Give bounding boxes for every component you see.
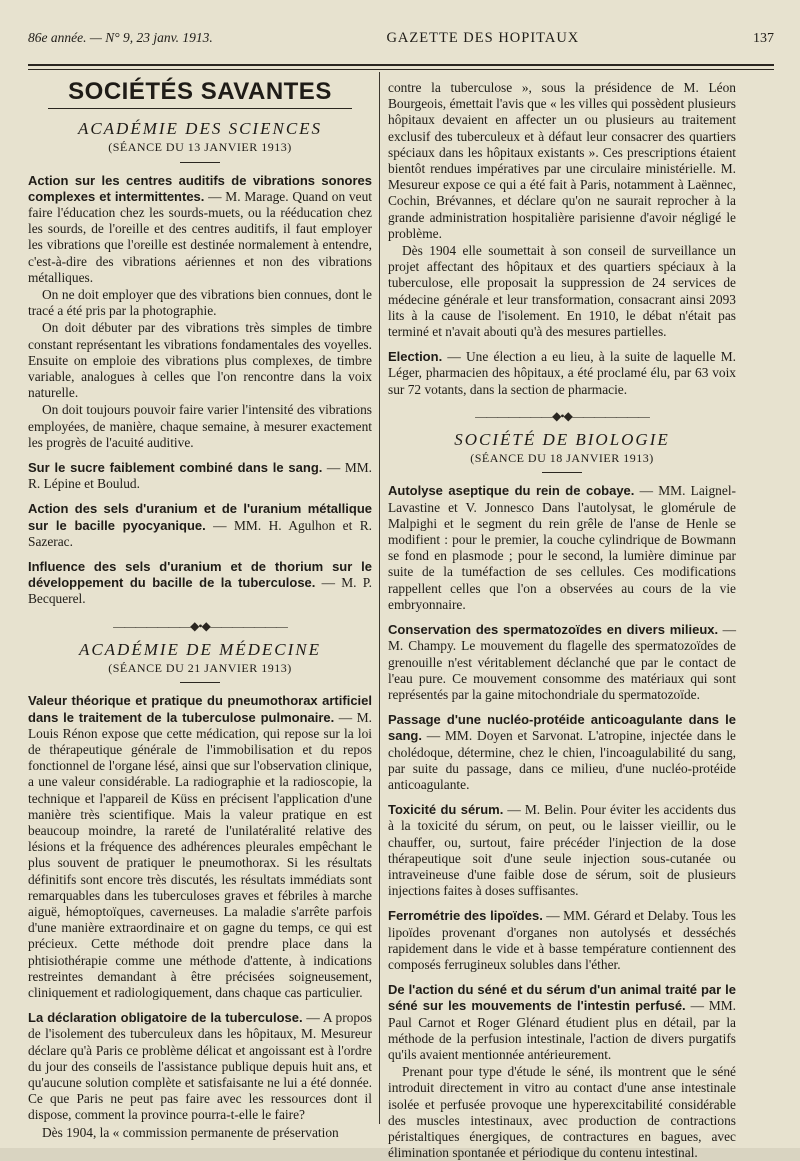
continued-paragraph: contre la tuberculose », sous la présidence de M. Léon Bourgeois, émettait l'avis que « les villes qui possèdent plusieurs hôpitaux devaient en affecter un ou plusieurs au traitement exclusif des tuberculeux et à défaut leur consacrer des quartiers spéciaux dans les hôpitaux existants ». Ces prescriptions étaient bientôt rendues impératives par une circulaire ministérielle. M. Mesureur expose ce qui a été fait à Paris, notamment à Laënnec, Cochin, Brévannes, et déclare qu'on ne saurait reprocher à la grande administration hospitalière parisienne d'avoir négligé le problème.	[388, 80, 736, 241]
article-text: — M. Belin. Pour éviter les accidents dus à la toxicité du sérum, on peut, ou le laisser vieillir, ou le chauffer, ou, surtout, faire précéder l'injection de la dose thérapeutique soit d'une seule injection sous-cutanée ou intraveineuse d'une faible dose de sérum, soit de plusieurs injections faites à doses suffisantes.	[388, 802, 736, 899]
article-heading: Influence des sels d'uranium et de thorium sur le développement du bacille de la tuberculose.	[28, 559, 372, 591]
article-text: — MM. Laignel-Lavastine et V. Jonnesco Dans l'autolysat, le glomérule de Malpighi et le segment du rein grêle de l'anse de Henle se modifient : pour le premier, la couche cylindrique de Bowmann se fond en plasmode ; pour le second, la lumière diminue par suite de la tuméfaction de ses cellules. Ces modifications rappellent celles que l'on a observées au cours de la vie embryonnaire.	[388, 483, 737, 612]
article-entry	[388, 802, 736, 899]
left-column	[28, 78, 373, 1140]
article-entry	[28, 559, 372, 608]
article-paragraph: On doit toujours pouvoir faire varier l'intensité des vibrations employées, de manière, chaque semaine, à mesurer exactement les progrès de l'acuité auditive.	[28, 402, 372, 450]
journal-title: GAZETTE DES HOPITAUX	[386, 30, 580, 46]
right-column	[388, 80, 737, 1161]
biologie-session: (SÉANCE DU 18 JANVIER 1913)	[470, 451, 654, 466]
article-heading: De l'action du séné et du sérum d'un animal traité par le séné sur les mouvements de l'intestin perfusé.	[388, 982, 736, 1014]
article-heading: Action des sels d'uranium et de l'uranium métallique sur le bacille pyocyanique.	[28, 501, 372, 533]
biologie-title: SOCIÉTÉ DE BIOLOGIE	[454, 430, 670, 450]
article-heading: Autolyse aseptique du rein de cobaye.	[388, 483, 635, 499]
article-heading: Sur le sucre faiblement combiné dans le sang.	[28, 460, 323, 476]
article-paragraph: Dès 1904 elle soumettait à son conseil de surveillance un projet affectant des hôpitaux et des quartiers spéciaux à la tuberculose, elle proposait la suppression de 24 services de médecine générale et leur transformation, consacrant ainsi 2093 lits à la cause de l'isolement. En 1910, le débat n'était pas terminé et n'avait abouti qu'à des mesures partielles.	[388, 243, 736, 340]
article-heading: Valeur théorique et pratique du pneumothorax artificiel dans le traitement de la tuberculose pulmonaire.	[28, 693, 372, 725]
article-text: — MM. H. Agulhon et R. Sazerac.	[28, 517, 373, 549]
article-text: — MM. Paul Carnot et Roger Glénard étudient plus en détail, par la méthode de la perfusion intestinale, l'action de divers purgatifs qu'ils avaient mentionnée antérieurement.	[388, 998, 737, 1062]
election-entry	[388, 349, 736, 398]
medecine-session: (SÉANCE DU 21 JANVIER 1913)	[108, 661, 292, 676]
sciences-session: (SÉANCE DU 13 JANVIER 1913)	[108, 140, 292, 155]
article-text: — M. Marage. Quand on veut faire l'éducation chez les sourds-muets, ou la rééducation chez les sourds, de l'oreille et des centres auditifs, il faut employer les vibrations que l'oreille est destinée normalement à entendre, c'est-à-dire des vibrations aériennes et non des vibrations métalliques.	[28, 188, 372, 285]
article-paragraph: Prenant pour type d'étude le séné, ils montrent que le séné introduit directement in vitro au contact d'une anse intestinale isolée et perfusée provoque une hyperexcitabilité considérable des muscles intestinaux, avec production de contractions péristaltiques énergiques, de contractures en bagues, avec élimination spontanée et périodique du contenu intestinal.	[388, 1064, 736, 1161]
article-text: — MM. Gérard et Delaby. Tous les lipoïdes provenant d'organes non autolysés et desséchés rapidement dans le vide et à basse température contiennent des composés ferrugineux solubles dans l'éther.	[388, 908, 736, 972]
article-entry	[28, 1010, 372, 1123]
article-entry	[28, 501, 372, 550]
short-rule	[180, 682, 220, 683]
short-rule	[180, 162, 220, 163]
article-text: — M. Louis Rénon expose que cette médication, qui repose sur la loi de thérapeutique générale de l'immobilisation et du repos fonctionnel de l'organe lésé, ainsi que sur l'observation clinique, a une valeur considérable. La radiographie et la radioscopie, la technique et l'appareil de Küss en précisent l'application d'une manière très scientifique. Mais la valeur pratique en est beaucoup moindre, la rareté de l'unilatéralité relative des lésions et la fréquence des adhérences pleurales empêchant le plus souvent de pratiquer le pneumothorax. Si les résultats définitifs sont encore très discutés, les résultats immédiats sont remarquables dans les tuberculoses graves et fébriles à marche aiguë, hémoptoïques, caverneuses. La maladie s'arrête parfois d'une manière extraordinaire et on gagne du temps, ce qui est précieux. Cette méthode doit prendre place dans la phtisiothérapie comme une méthode d'attente, à indications restreintes demandant à être précisées soigneusement, cliniquement et radiologiquement, dans chaque cas particulier.	[28, 709, 373, 1000]
header-rules	[28, 64, 774, 73]
article-text: — MM. R. Lépine et Boulud.	[28, 460, 373, 492]
article-heading: Toxicité du sérum.	[388, 802, 504, 818]
article-heading: Passage d'une nucléo-protéide anticoagulante dans le sang.	[388, 712, 736, 744]
article-entry	[28, 693, 372, 1001]
short-rule	[542, 472, 582, 473]
article-entry	[388, 982, 736, 1063]
article-text: — M. Champy. Le mouvement du flagelle des spermatozoïdes de grenouille n'est véritablement déclanché que par le contact de l'eau pure. Ce mouvement consomme des matériaux qui sont représentés par la gaine mitochondriale du spermatozoïde.	[388, 622, 736, 702]
sciences-title: ACADÉMIE DES SCIENCES	[77, 119, 323, 139]
running-header	[28, 30, 774, 54]
article-entry	[28, 173, 372, 286]
page-number: 137	[752, 31, 774, 46]
article-entry	[388, 483, 736, 613]
article-heading: Election.	[388, 349, 443, 365]
article-text: — Une élection a eu lieu, à la suite de laquelle M. Léger, pharmacien des hôpitaux, a été proclamé élu, par 63 voix sur 72 votants, dans la section de pharmacie.	[388, 349, 736, 397]
article-paragraph: Dès 1904, la « commission permanente de préservation	[42, 1124, 339, 1140]
banner-rule	[48, 108, 352, 109]
article-text: — M. P. Becquerel.	[28, 575, 372, 607]
article-heading: La déclaration obligatoire de la tuberculose.	[28, 1010, 303, 1026]
article-heading: Action sur les centres auditifs de vibrations sonores complexes et intermittentes.	[28, 172, 372, 204]
article-paragraph: On doit débuter par des vibrations très simples de timbre constant représentant les vibrations fondamentales des voyelles. Ensuite on emploie des vibrations plus complexes, de timbre variable, analogues à celles que l'on rencontre dans la voix naturelle.	[28, 320, 372, 401]
article-entry	[388, 908, 736, 973]
section-banner: SOCIÉTÉS SAVANTES	[68, 78, 332, 105]
article-paragraph: On ne doit employer que des vibrations bien connues, dont le tracé a été pris par la photographie.	[28, 287, 372, 319]
medecine-title: ACADÉMIE DE MÉDECINE	[78, 639, 322, 659]
article-text: — A propos de l'isolement des tuberculeux dans les hôpitaux, M. Mesureur déclare qu'à Paris ce problème délicat et angoissant est à l'ordre du jour des conseils de l'assistance publique depuis huit ans, et qu'aucune solution complète et satisfaisante ne lui a été donnée. Ce que Paris ne peut pas faire avec les ressources dont il dispose, comment la province pourra-t-elle le faire?	[28, 1010, 372, 1123]
article-entry	[388, 712, 736, 793]
article-entry	[28, 460, 372, 492]
column-divider	[379, 72, 380, 1124]
article-text: — MM. Doyen et Sarvonat. L'atropine, injectée dans le cholédoque, détermine, chez le chien, l'incoagulabilité du sang, par suite du passage, dans ce milieu, d'une nucléo-protéide anticoagulante.	[388, 728, 736, 792]
article-entry	[388, 622, 736, 703]
issue-line: 86e année. — N° 9, 23 janv. 1913.	[28, 30, 213, 45]
article-heading: Conservation des spermatozoïdes en divers milieux.	[388, 622, 719, 638]
ornamental-separator: ———————◆•◆———————	[475, 408, 649, 423]
ornamental-separator: ———————◆•◆———————	[113, 618, 287, 633]
article-heading: Ferrométrie des lipoïdes.	[388, 908, 543, 924]
